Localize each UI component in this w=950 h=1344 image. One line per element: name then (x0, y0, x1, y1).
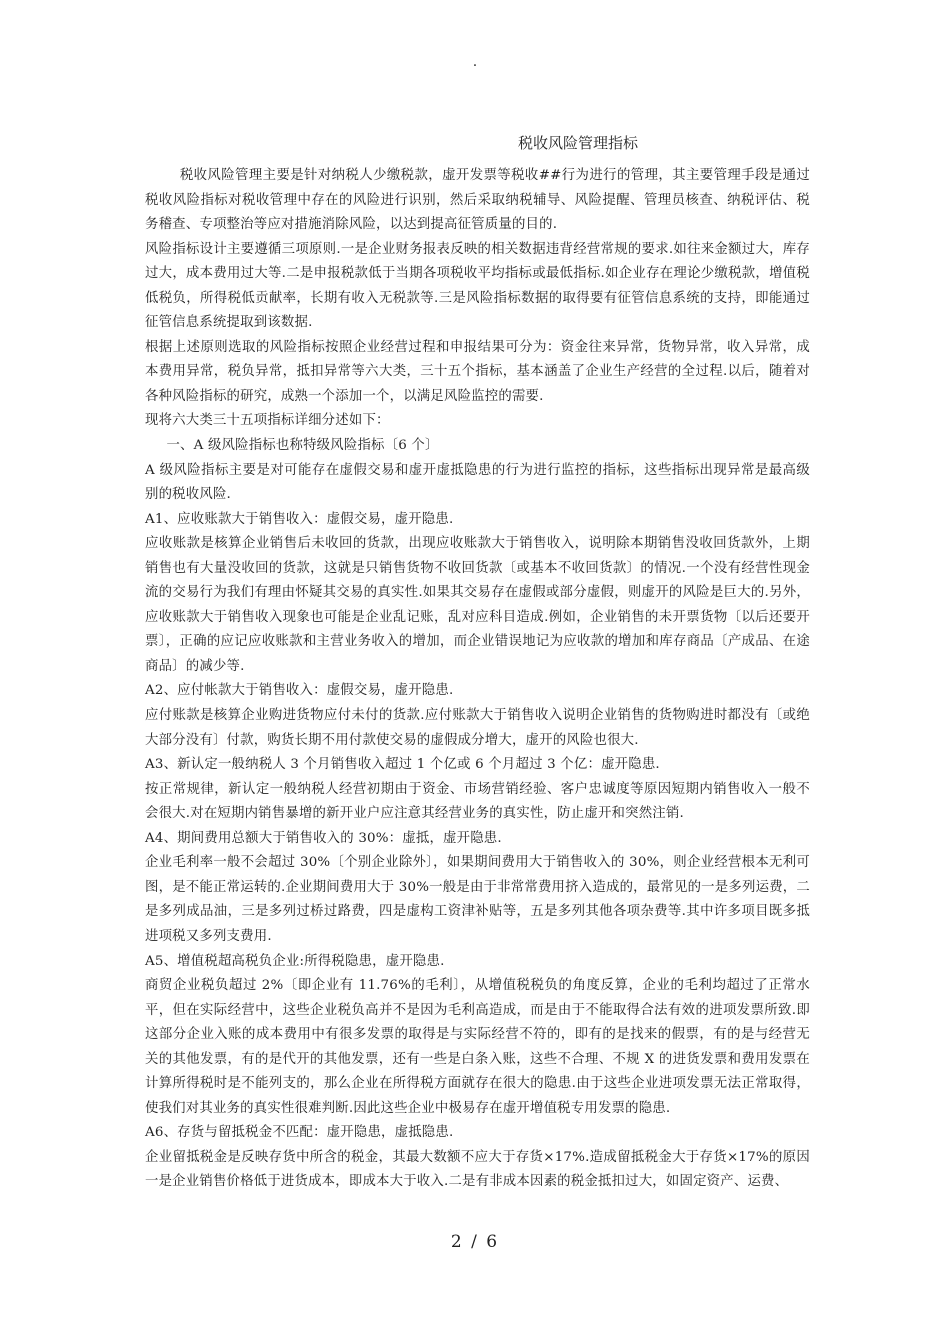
paragraph-a-summary: A 级风险指标主要是对可能存在虚假交易和虚开虚抵隐患的行为进行监控的指标，这些指标出现异常是最高级别的税收风险. (145, 462, 810, 503)
item-heading-a4: A4、期间费用总额大于销售收入的 30%：虚抵，虚开隐患. (145, 830, 502, 846)
document-body (145, 164, 810, 1195)
paragraph-intro: 税收风险管理主要是针对纳税人少缴税款，虚开发票等税收##行为进行的管理，其主要管理手段是通过税收风险指标对税收管理中存在的风险进行识别，然后采取纳税辅导、风险提醒、管理员核查、纳税评估、税务稽查、专项整治等应对措施消除风险，以达到提高征管质量的目的. (145, 168, 810, 233)
item-heading-a3: A3、新认定一般纳税人 3 个月销售收入超过 1 个亿或 6 个月超过 3 个亿：虚开隐患. (145, 757, 660, 773)
item-heading-a1: A1、应收账款大于销售收入：虚假交易，虚开隐患. (145, 511, 454, 527)
paragraph-a4: 企业毛利率一般不会超过 30%〔个别企业除外〕，如果期间费用大于销售收入的 30%，则企业经营根本无利可图，是不能正常运转的.企业期间费用大于 30%一般是由于非常常费用挤入造成的，最常见的一是多列运费，二是多列成品油，三是多列过桥过路费，四是虚构工资津补贴等，五是多列其他各项杂费等.其中许多项目既多抵进项税又多列支费用. (145, 855, 810, 944)
item-heading-a2: A2、应付帐款大于销售收入：虚假交易，虚开隐患. (145, 683, 454, 699)
paragraph-categories: 根据上述原则选取的风险指标按照企业经营过程和申报结果可分为：资金往来异常，货物异常，收入异常，成本费用异常，税负异常，抵扣异常等六大类，三十五个指标，基本涵盖了企业生产经营的全过程.以后，随着对各种风险指标的研究，成熟一个添加一个，以满足风险监控的需要. (145, 339, 810, 404)
page-number: 2 / 6 (450, 1232, 500, 1252)
item-heading-a5: A5、增值税超高税负企业:所得税隐患，虚开隐患. (145, 953, 445, 969)
paragraph-a5: 商贸企业税负超过 2%〔即企业有 11.76%的毛利〕，从增值税税负的角度反算，企业的毛利均超过了正常水平，但在实际经营中，这些企业税负高并不是因为毛利高造成，而是由于不能取得合法有效的进项发票所致.即这部分企业入账的成本费用中有很多发票的取得是与实际经营不符的，即有的是找来的假票，有的是与经营无关的其他发票，有的是代开的其他发票，还有一些是白条入账，这些不合理、不规 X 的进货发票和费用发票在计算所得税时是不能列支的，那么企业在所得税方面就存在很大的隐患.由于这些企业进项发票无法正常取得，使我们对其业务的真实性很难判断.因此这些企业中极易存在虚开增值税专用发票的隐患. (145, 978, 810, 1116)
item-heading-a6: A6、存货与留抵税金不匹配：虚开隐患，虚抵隐患. (145, 1125, 454, 1141)
paragraph-lead-in: 现将六大类三十五项指标详细分述如下： (145, 413, 390, 429)
paragraph-a1: 应收账款是核算企业销售后未收回的货款，出现应收账款大于销售收入，说明除本期销售没收回货款外，上期销售也有大量没收回的货款，这就是只销售货物不收回货款〔或基本不收回货款〕的情况.一个没有经营性现金流的交易行为我们有理由怀疑其交易的真实性.如果其交易存在虚假或部分虚假，则虚开的风险是巨大的.另外，应收账款大于销售收入现象也可能是企业乱记账，乱对应科目造成.例如，企业销售的未开票货物〔以后还要开票〕，正确的应记应收账款和主营业务收入的增加，而企业错误地记为应收款的增加和库存商品〔产成品、在途商品〕的减少等. (145, 536, 810, 674)
section-heading-a: 一、A 级风险指标也称特级风险指标〔6 个〕 (166, 438, 439, 454)
paragraph-a6: 企业留抵税金是反映存货中所含的税金，其最大数额不应大于存货×17%.造成留抵税金大于存货×17%的原因一是企业销售价格低于进货成本，即成本大于收入.二是有非成本因素的税金抵扣过大，如固定资产、运费、 (145, 1149, 810, 1190)
paragraph-a3: 按正常规律，新认定一般纳税人经营初期由于资金、市场营销经验、客户忠诚度等原因短期内销售收入一般不会很大.对在短期内销售暴增的新开业户应注意其经营业务的真实性，防止虚开和突然注销. (145, 781, 810, 822)
document-title: 税收风险管理指标 (517, 134, 638, 152)
header-mark: . (472, 54, 478, 70)
paragraph-principles: 风险指标设计主要遵循三项原则.一是企业财务报表反映的相关数据违背经营常规的要求.如往来金额过大，库存过大，成本费用过大等.二是申报税款低于当期各项税收平均指标或最低指标.如企业存在理论少缴税款，增值税低税负，所得税低贡献率，长期有收入无税款等.三是风险指标数据的取得要有征管信息系统的支持，即能通过征管信息系统提取到该数据. (145, 241, 810, 331)
paragraph-a2: 应付账款是核算企业购进货物应付未付的货款.应付账款大于销售收入说明企业销售的货物购进时都没有〔或绝大部分没有〕付款，购货长期不用付款使交易的虚假成分增大，虚开的风险也很大. (145, 708, 810, 748)
